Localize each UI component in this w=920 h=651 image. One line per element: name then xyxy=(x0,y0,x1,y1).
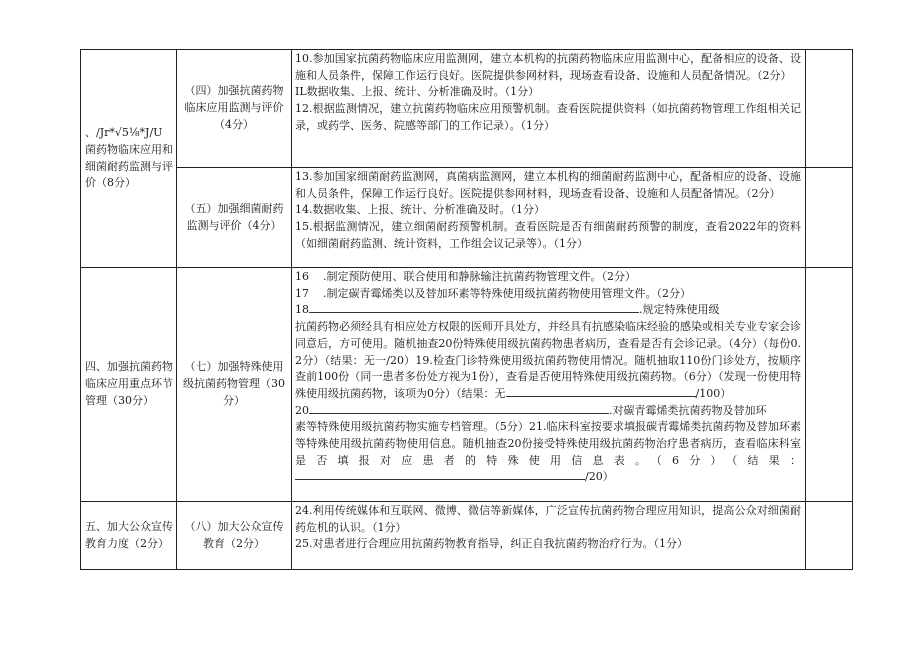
criteria-cell xyxy=(292,502,806,570)
subcategory-text: （四）加强抗菌药物临床应用监测与评价（4分） xyxy=(184,84,284,131)
item-number: 18 xyxy=(295,303,309,317)
criteria-item: 15.根据监测情况，建立细菌耐药预警机制。查看医院是否有细菌耐药预警的制度，查看2022年的资料（如细菌耐药监测、统计资料，工作组会议记录等）。（1分） xyxy=(295,220,801,250)
score-cell xyxy=(806,168,853,268)
item-number: 20 xyxy=(295,403,309,417)
criteria-item: IL数据收集、上报、统计、分析准确及时。（1分） xyxy=(295,85,540,99)
table-row xyxy=(81,502,853,570)
category-cell xyxy=(81,50,177,268)
evaluation-table xyxy=(80,49,853,570)
item-number: 17 xyxy=(295,286,309,300)
subcategory-cell xyxy=(177,168,292,268)
blank-underline xyxy=(309,403,609,414)
category-text: 四、加强抗菌药物临床应用重点环节管理（30分） xyxy=(85,360,173,407)
criteria-item xyxy=(295,286,801,303)
table-row xyxy=(81,50,853,168)
criteria-cell xyxy=(292,168,806,268)
subcategory-text: （七）加强特殊使用级抗菌药物管理（30分） xyxy=(183,360,285,407)
criteria-item: 14.数据收集、上报、统计、分析准确及时。（1分） xyxy=(295,203,545,217)
category-cell xyxy=(81,502,177,570)
category-cell xyxy=(81,268,177,502)
subcategory-text: （八）加大公众宣传教育（2分） xyxy=(184,519,284,550)
criteria-item xyxy=(295,403,801,420)
score-cell xyxy=(806,268,853,502)
criteria-paragraph: 素等特殊使用级抗菌药物实施专档管理。（5分）21.临床科室按要求填报碳青霉烯类抗菌药物及替加环素等特殊使用级抗菌药物使用信息。随机抽查20份接受特殊使用级抗菌药物治疗患者病历，查看临床科室是否填报对应患者的特殊使用信息表。（6分）（结果： xyxy=(295,420,801,467)
subcategory-cell xyxy=(177,50,292,168)
criteria-item xyxy=(295,269,801,286)
criteria-item: 13.参加国家细菌耐药监测网，真菌病监测网，建立本机构的细菌耐药监测中心，配备相应的设备、设施和人员条件，保障工作运行良好。医院提供参网材料，现场查看设备、设施和人员配备情况。（2分） xyxy=(295,170,801,200)
blank-underline xyxy=(295,469,585,480)
item-text: .制定碳青霉烯类以及替加环素等特殊使用级抗菌药物使用管理文件。（2分） xyxy=(323,286,691,300)
item-number: 16 xyxy=(295,270,309,283)
item-text: .规定特殊使用级 xyxy=(639,303,720,317)
criteria-item xyxy=(295,302,801,319)
result-suffix: /20） xyxy=(585,470,614,484)
score-cell xyxy=(806,50,853,168)
table-row xyxy=(81,268,853,502)
table-row xyxy=(81,168,853,268)
result-suffix: /100） xyxy=(695,386,732,400)
subcategory-cell xyxy=(177,502,292,570)
category-text: 五、加大公众宣传教育力度（2分） xyxy=(85,519,173,550)
criteria-paragraph: 抗菌药物必须经具有相应处方权限的医师开具处方，并经具有抗感染临床经验的感染或相关专业专家会诊同意后，方可使用。随机抽查20份特殊使用级抗菌药物患者病历，查看是否有会诊记录。（4分）（每份0.2分）（结果：无一/20）19.检查门诊特殊使用级抗菌药物使用情况。随机抽取110份门诊处方，按顺序查前100份（同一患者多份处方视为1份），查看是否使用特殊使用级抗菌药物。（6分）（发现一份使用特殊使用级抗菌药物，该项为0分）（结果：无 xyxy=(295,320,801,400)
criteria-item: 24.利用传统媒体和互联网、微博、微信等新媒体，广泛宣传抗菌药物合理应用知识，提高公众对细菌耐药危机的认识。（1分） xyxy=(295,504,801,534)
score-cell xyxy=(806,502,853,570)
criteria-item: 10.参加国家抗菌药物临床应用监测网，建立本机构的抗菌药物临床应用监测中心，配备相应的设备、设施和人员条件，保障工作运行良好。医院提供参网材料，现场查看设备、设施和人员配备情况。（2分） xyxy=(295,52,801,82)
item-text: .对碳青霉烯类抗菌药物及替加环 xyxy=(609,403,767,417)
blank-underline xyxy=(506,386,696,397)
blank-underline xyxy=(309,302,639,313)
item-text: .制定预防使用、联合使用和静脉输注抗菌药物管理文件。（2分） xyxy=(323,270,636,283)
criteria-item: 25.对患者进行合理应用抗菌药物教育指导，纠正自我抗菌药物治疗行为。（1分） xyxy=(295,537,688,551)
criteria-cell xyxy=(292,50,806,168)
subcategory-text: （五）加强细菌耐药监测与评价（4分） xyxy=(184,201,284,232)
subcategory-cell xyxy=(177,268,292,502)
category-text: 、/Jr*√5⅛*J/U菌药物临床应用和细菌耐药监测与评价（8分） xyxy=(85,126,173,190)
criteria-item: 12.根据监测情况，建立抗菌药物临床应用预警机制。查看医院提供资料（如抗菌药物管理工作组相关记录，或药学、医务、院感等部门的工作记录）。（1分） xyxy=(295,102,801,132)
criteria-cell xyxy=(292,268,806,502)
